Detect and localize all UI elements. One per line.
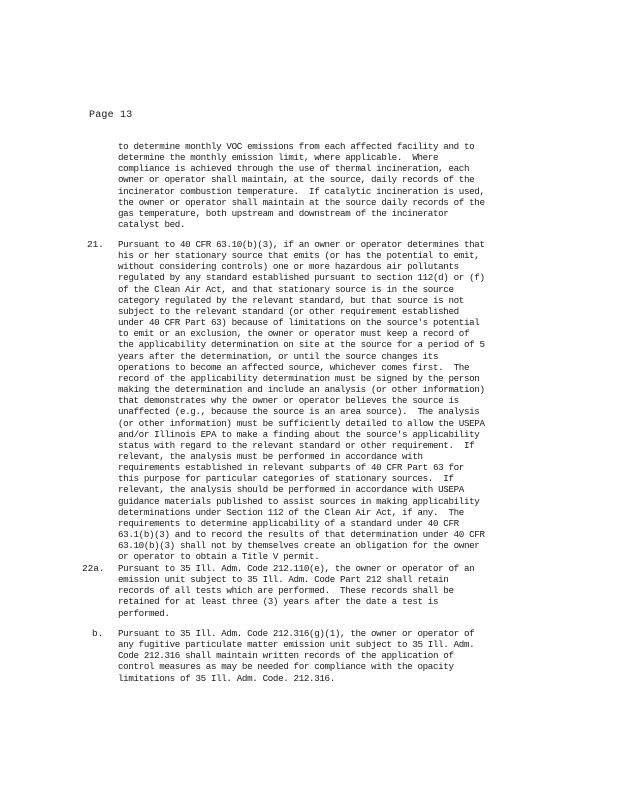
paragraph-label-22a: 22a. xyxy=(82,563,105,574)
paragraph-21: Pursuant to 40 CFR 63.10(b)(3), if an owner or operator determines that his or her stationary source that emits (or has the potential to emit, without considering controls) one or more hazardous air pollutants regulated by any standard established pursuant to section 112(d) or (f) of the Clean Air Act, and that stationary source is in the source category regulated by the relevant standard, but that source is not subject to the relevant standard (or other requirement established under 40 CFR Part 63) because of limitations on the source's potential to emit or an exclusion, the owner or operator must keep a record of the applicability determination on site at the source for a period of 5 years after the determination, or until the source changes its operations to become an affected source, whichever comes first. The record of the applicability determination must be signed by the person making the determination and include an analysis (or other information) that demonstrates why the owner or operator believes the source is unaffected (e.g., because the source is an area source). The analysis (or other information) must be sufficiently detailed to allow the USEPA and/or Illinois EPA to make a finding about the source's applicability status with regard to the relevant standard or other requirement. If relevant, the analysis must be performed in accordance with requirements established in relevant subparts of 40 CFR Part 63 for this purpose for particular categories of stationary sources. If relevant, the analysis should be performed in accordance with USEPA guidance materials published to assist sources in making applicability determinations under Section 112 of the Clean Air Act, if any. The requirements to determine applicability of a standard under 40 CFR 63.1(b)(3) and to record the results of that determination under 40 CFR 63.10(b)(3) shall not by themselves create an obligation for the owner or operator to obtain a Title V permit. xyxy=(118,239,485,563)
paragraph-22b: Pursuant to 35 Ill. Adm. Code 212.316(g)(1), the owner or operator of any fugitive particulate matter emission unit subject to 35 Ill. Adm. Code 212.316 shall maintain written records of the application of control measures as may be needed for compliance with the opacity limitations of 35 Ill. Adm. Code. 212.316. xyxy=(118,628,475,684)
page-number: Page 13 xyxy=(89,110,133,121)
paragraph-label-21: 21. xyxy=(87,239,104,250)
paragraph-continued: to determine monthly VOC emissions from each affected facility and to determine the monthly emission limit, where applicable. Where compliance is achieved through the use of thermal incineration, each owner or operator shall maintain, at the source, daily records of the incinerator combustion temperature. If catalytic incineration is used, the owner or operator shall maintain at the source daily records of the gas temperature, both upstream and downstream of the incinerator catalyst bed. xyxy=(118,141,485,231)
paragraph-22a: Pursuant to 35 Ill. Adm. Code 212.110(e), the owner or operator of an emission unit subject to 35 Ill. Adm. Code Part 212 shall retain records of all tests which are performed. These records shall be retained for at least three (3) years after the date a test is performed. xyxy=(118,563,475,619)
paragraph-label-22b: b. xyxy=(92,628,104,639)
